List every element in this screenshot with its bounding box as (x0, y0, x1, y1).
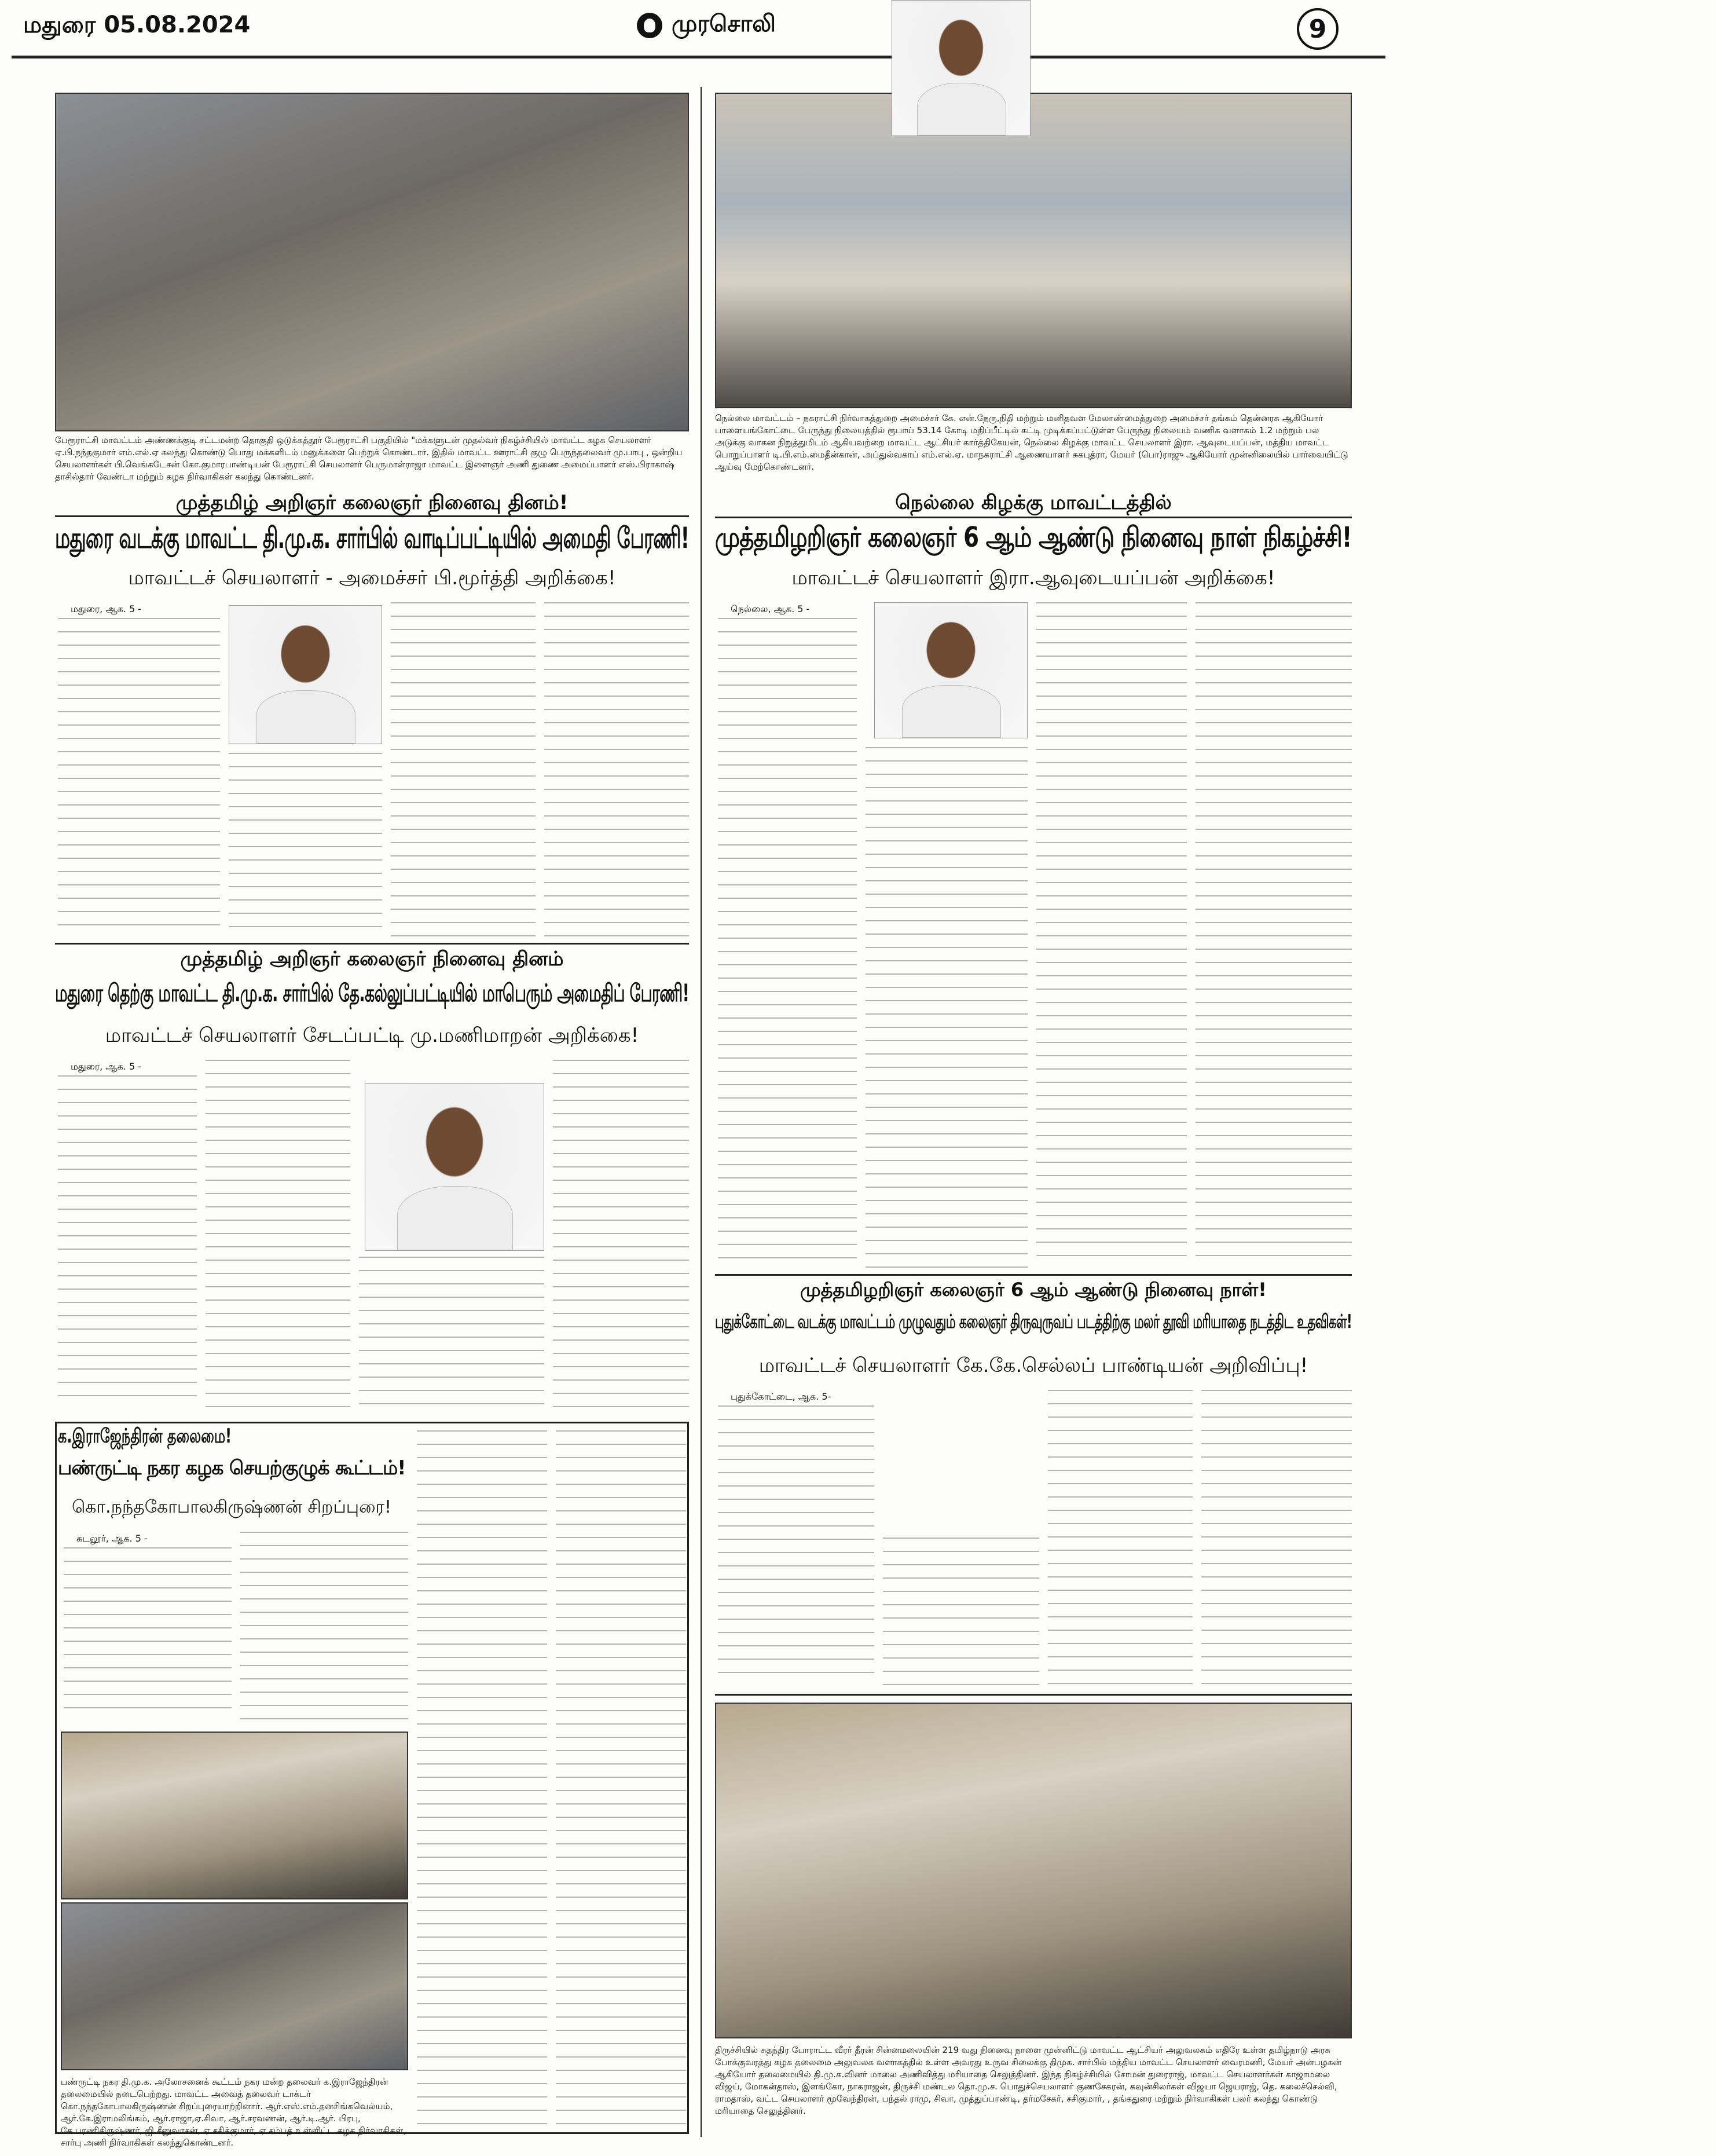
kicker-panruti: க.இராஜேந்திரன் தலைமை! (58, 1425, 232, 1448)
kicker-nellai-east: நெல்லை கிழக்கு மாவட்டத்தில் (895, 491, 1172, 514)
body-madurai-south-col3 (359, 1257, 544, 1413)
masthead-brand (637, 10, 776, 40)
body-pudukottai-col2 (883, 1538, 1039, 1685)
portrait-r-avudaiappan (874, 602, 1028, 738)
dateline: கடலூர், ஆக. 5 - (76, 1533, 148, 1544)
subline-madurai-north: மாவட்டச் செயலாளர் - அமைச்சர் பி.மூர்த்தி அறிக்கை! (128, 566, 616, 590)
photo-top-left (55, 93, 689, 431)
caption-bottom-right: திருச்சியில் சுதந்திர போராட்ட வீரர் தீரன் சின்னமலையின் 219 வது நினைவு நாளை முன்னிட்டு மாவட்ட ஆட்சியர் அலுவலகம் எதிரே உள்ள தமிழ்நாடு அரசு போக்குவரத்து கழக தலைமை அலுவலக வளாகத்தில் உள்ள அவரது உருவ சிலைக்கு திமுக. சார்பில் மத்திய மாவட்ட செயலாளர் வைரமணி, மேயர் அன்பழகன் ஆகியோர் தலைமையில் தி.மு.க.வினர் மாலை அணிவித்து மரியாதை செலுத்தினர். இந்த நிகழ்ச்சியில் சோமன் துரைராஜ், மாவட்ட செயலாளர்கள் காஜாமலை விஜய், மோகன்தாஸ், இளங்கோ, நாகராஜன், திருச்சி மண்டல தொ.மு.ச. பொதுச்செயலாளர் குணசேகரன், கவுன்சிலர்கள் விஜயா ஜெயராஜ், தெ. கலைச்செல்வி, ராமதாஸ், வட்ட செயலாளர் மூவேந்திரன், பந்தல் ராமு, சிவா, முத்துப்பாண்டி, தர்மசேகர், சசிகுமார், , தங்கதுரை மற்றும் நிர்வாகிகள் பலர் கலந்து கொண்டு மரியாதை செலுத்தினர். (715, 2045, 1342, 2116)
body-madurai-south-col1 (58, 1060, 197, 1413)
column-separator (701, 87, 702, 2137)
masthead-rule (12, 56, 1385, 58)
body-pudukottai-col3 (1048, 1390, 1193, 1685)
body-pudukottai-col4 (1201, 1390, 1352, 1685)
body-nellai-east-col1 (718, 602, 857, 1268)
body-panruti-col4 (556, 1430, 686, 2128)
headline-pudukottai-north: புதுக்கோட்டை வடக்கு மாவட்டம் முழுவதும் கலைஞர் திருவுருவப் படத்திற்கு மலர் தூவி மரியாதை நடத்திட உதவிகள்! (715, 1310, 1352, 1333)
paper-logo-icon (637, 13, 662, 38)
photo-panruti-1 (61, 1732, 408, 1899)
subline-pudukottai-north: மாவட்டச் செயலாளர் கே.கே.செல்லப் பாண்டியன் அறிவிப்பு! (758, 1354, 1308, 1377)
photo-panruti-2 (61, 1902, 408, 2070)
headline-nellai-east: முத்தமிழறிஞர் கலைஞர் 6 ஆம் ஆண்டு நினைவு நாள் நிகழ்ச்சி! (715, 521, 1352, 554)
photo-top-right (715, 93, 1352, 408)
caption-bottom-left: பண்ருட்டி நகர தி.மு.க. அலோசனைக் கூட்டம் நகர மன்ற தலைவர் க.இராஜேந்திரன் தலைமையில் நடைபெற்றது. மாவட்ட அவைத் தலைவர் டாக்டர் கொ.நந்தகோபாலகிருஷ்ணன் சிறப்புரையாற்றினார். ஆர்.எஸ்.எம்.தனசிங்கவெல்யம், ஆர்.கே.இராமலிங்கம், ஆர்.ராஜா,ஏ.சிவா, ஆர்.சரவணன், ஆர்.டி.ஆர். பிரபு, கே.பரணிகிருஷ்ணர், ஜி.சீனுவாசன், ஏ.சசிக்குமார், ஏ.சம்பத் உள்ளிட்ட கழக நிர்வாகிகள், சார்பு அணி நிர்வாகிகள் கலந்துகொண்டனர். (61, 2077, 406, 2148)
dateline: புதுக்கோட்டை, ஆக. 5- (731, 1391, 831, 1402)
divider (715, 1274, 1352, 1276)
body-madurai-north-col1 (58, 602, 220, 938)
headline-madurai-north: மதுரை வடக்கு மாவட்ட தி.மு.க. சார்பில் வாடிப்பட்டியில் அமைதி பேரணி! (55, 521, 690, 555)
body-nellai-east-col3 (1036, 602, 1187, 1268)
kicker-madurai-south: முத்தமிழ் அறிஞர் கலைஞர் நினைவு தினம் (180, 947, 564, 971)
body-madurai-south-col2 (206, 1060, 350, 1413)
body-madurai-north-col4 (544, 602, 689, 938)
divider (715, 1694, 1352, 1696)
dateline: மதுரை, ஆக. 5 - (71, 603, 142, 614)
paper-name: முரசொலி (672, 10, 776, 37)
subline-panruti: கொ.நந்தகோபாலகிருஷ்ணன் சிறப்புரை! (71, 1497, 392, 1517)
edition-date: மதுரை 05.08.2024 (23, 12, 251, 38)
kicker-pudukottai-north: முத்தமிழறிஞர் கலைஞர் 6 ஆம் ஆண்டு நினைவு நாள்! (800, 1279, 1267, 1301)
dateline: மதுரை, ஆக. 5 - (71, 1061, 142, 1072)
kicker-madurai-north: முத்தமிழ் அறிஞர் கலைஞர் நினைவு தினம்! (175, 491, 569, 514)
body-panruti-col3 (417, 1430, 547, 2128)
body-madurai-south-col4 (553, 1060, 689, 1413)
body-nellai-east-col2 (866, 747, 1028, 1268)
divider (55, 515, 689, 517)
body-pudukottai-col1 (718, 1390, 874, 1685)
body-madurai-north-col2 (229, 753, 382, 938)
headline-panruti: பண்ருட்டி நகர கழக செயற்குழுக் கூட்டம்! (58, 1456, 406, 1480)
caption-top-left: பேரூராட்சி மாவட்டம் அண்ணக்குடி சட்டமன்ற தொகுதி ஒடுக்கத்தூர் பேரூராட்சி பகுதியில் "மக்களுடன் முதல்வர் நிகழ்ச்சியில் மாவட்ட கழக செயலாளர் ஏ.பி.நந்தகுமார் எம்.எல்.ஏ கலந்து கொண்டு பொது மக்களிடம் மனுக்களை பெற்றுக் கொண்டார். இதில் மாவட்ட ஊராட்சி குழு பெருந்தலைவர் மு.பாபு , ஒன்றிய செயலாளர்கள் பி.வெங்கடேசன் கோ.குமாரபாண்டியன் பேரூராட்சி செயலாளர் பெருமாள்ராஜா மாவட்ட இளைஞர் அணி துணை அமைப்பாளர் எஸ்.பிராகாஷ் தாசில்தார் வேண்டா மற்றும் கழக நிர்வாகிகள் கலந்து கொண்டனர். (55, 435, 683, 482)
body-panruti-col2 (240, 1532, 408, 1723)
dateline: நெல்லை, ஆக. 5 - (731, 603, 810, 614)
subline-nellai-east: மாவட்டச் செயலாளர் இரா.ஆவுடையப்பன் அறிக்கை! (791, 566, 1275, 590)
page-number: 9 (1297, 8, 1339, 50)
body-nellai-east-col4 (1196, 602, 1352, 1268)
body-panruti-col1 (64, 1532, 232, 1723)
portrait-m-manimaran (365, 1083, 544, 1251)
divider (55, 943, 689, 945)
portrait-p-moorthy (229, 605, 382, 744)
caption-top-right: நெல்லை மாவட்டம் – நகராட்சி நிர்வாகத்துறை அமைச்சர் கே. என்.நேரு,நிதி மற்றும் மனிதவள மேலாண்மைத்துறை அமைச்சர் தங்கம் தென்னரசு ஆகியோர் பாளையங்கோட்டை பேருந்து நிலையத்தில் ரூபாய் 53.14 கோடி மதிப்பீட்டில் கட்டி முடிக்கப்பட்டுள்ள பேருந்து நிலையம் வணிக வளாகம் 1.2 மற்றும் பல அடுக்கு வாகன நிறுத்துமிடம் ஆகியவற்றை மாவட்ட ஆட்சியர் கார்த்திகேயன், நெல்லை கிழக்கு மாவட்ட செயலாளர் இரா. ஆவுடையப்பன், மத்திய மாவட்ட பொறுப்பாளர் டி.பி.எம்.மைதீன்கான், அப்துல்வகாப் எம்.எல்.ஏ. மாநகராட்சி ஆணையாளர் சுகபுத்ரா, மேயர் (பொ)ராஜு ஆகியோர் முன்னிலையில் பார்வையிட்டு ஆய்வு மேற்கொண்டனர். (715, 413, 1348, 472)
portrait-kk-chellapandian (892, 0, 1031, 136)
photo-bottom-right (715, 1703, 1352, 2038)
subline-madurai-south: மாவட்டச் செயலாளர் சேடப்பட்டி மு.மணிமாறன் அறிக்கை! (105, 1024, 639, 1047)
headline-madurai-south: மதுரை தெற்கு மாவட்ட தி.மு.க. சார்பில் தே.கல்லுப்பட்டியில் மாபெரும் அமைதிப் பேரணி! (55, 979, 690, 1007)
body-madurai-north-col3 (391, 602, 536, 938)
divider (715, 517, 1352, 518)
